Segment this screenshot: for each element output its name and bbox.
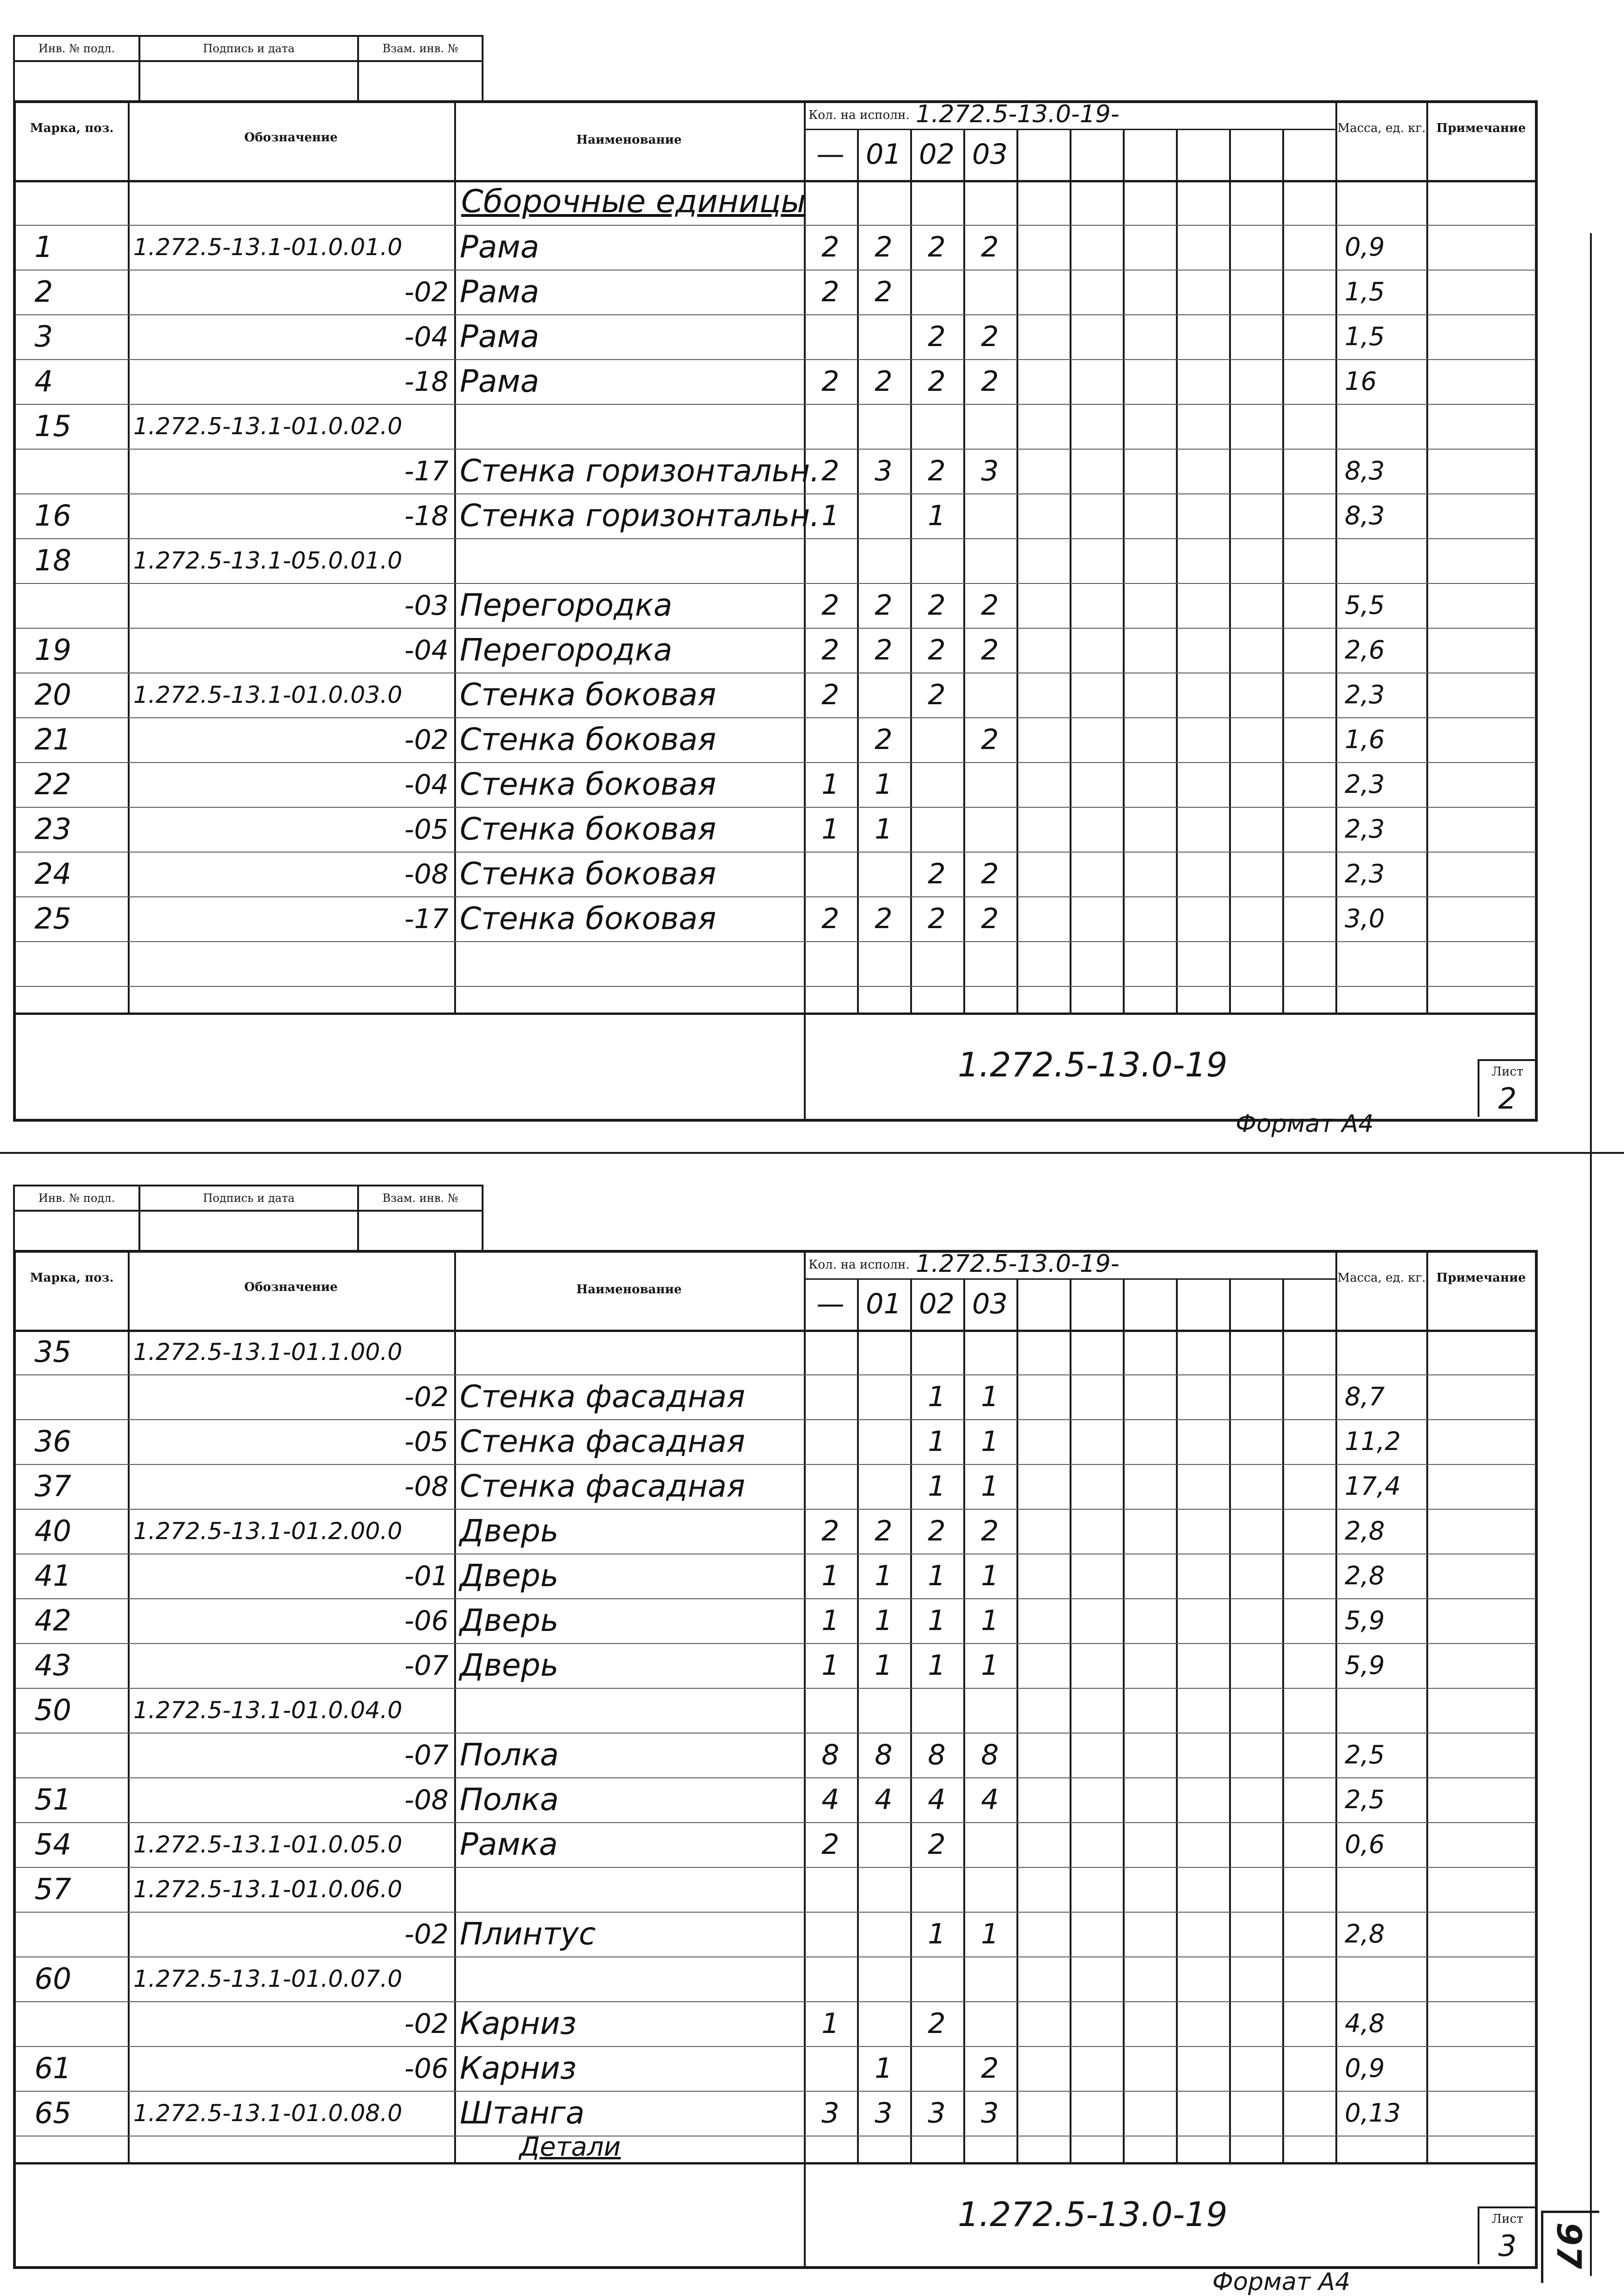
row-position: 22 xyxy=(35,767,71,801)
row-designation: -04 xyxy=(404,321,449,353)
row-quantity: 2 xyxy=(927,589,946,622)
row-designation: 1.272.5-13.1-01.2.00.0 xyxy=(133,1518,402,1545)
sheet-number-box xyxy=(1478,1059,1535,1117)
row-quantity: 2 xyxy=(927,455,946,487)
row-designation: -07 xyxy=(404,1739,449,1771)
row-position: 23 xyxy=(35,812,71,846)
row-position: 36 xyxy=(35,1424,71,1458)
row-mass: 2,6 xyxy=(1345,635,1385,665)
row-quantity: 2 xyxy=(821,231,840,264)
header-mark: Марка, поз. xyxy=(30,121,114,135)
row-quantity: 8 xyxy=(821,1739,840,1771)
row-quantity: 2 xyxy=(821,1515,840,1547)
row-quantity: 2 xyxy=(927,320,946,353)
row-position: 42 xyxy=(35,1603,71,1637)
header-qty-code: 1.272.5-13.0-19- xyxy=(916,100,1120,128)
document-code: 1.272.5-13.0-19 xyxy=(958,1045,1228,1084)
row-name: Полка xyxy=(460,1782,559,1817)
header-name: Наименование xyxy=(576,133,682,147)
row-quantity: 1 xyxy=(927,1560,946,1592)
row-designation: 1.272.5-13.1-01.0.04.0 xyxy=(133,1697,402,1724)
row-quantity: 2 xyxy=(874,1515,893,1547)
row-quantity: 2 xyxy=(927,1828,946,1861)
row-quantity: 1 xyxy=(927,1918,946,1950)
row-mass: 8,7 xyxy=(1345,1382,1385,1411)
row-mass: 0,13 xyxy=(1345,2098,1401,2128)
row-mass: 8,3 xyxy=(1345,501,1385,530)
row-name: Дверь xyxy=(460,1647,559,1683)
row-mass: 2,3 xyxy=(1345,814,1385,844)
stamp-inv-number: Инв. № подл. xyxy=(15,37,140,62)
row-mass: 2,5 xyxy=(1345,1785,1385,1814)
row-mass: 17,4 xyxy=(1345,1471,1401,1501)
header-mark: Марка, поз. xyxy=(30,1271,114,1285)
row-quantity: 2 xyxy=(874,231,893,264)
row-quantity: 2 xyxy=(927,365,946,398)
row-name: Стенка боковая xyxy=(460,856,716,892)
format-label: Формат А4 xyxy=(1212,2268,1351,2296)
row-quantity: 4 xyxy=(981,1783,999,1816)
row-position: 18 xyxy=(35,543,71,577)
row-mass: 1,6 xyxy=(1345,725,1385,754)
row-name: Штанга xyxy=(460,2095,585,2131)
row-mass: 1,5 xyxy=(1345,322,1385,351)
row-quantity: 3 xyxy=(981,455,999,487)
row-designation: 1.272.5-13.1-01.1.00.0 xyxy=(133,1339,402,1366)
header-note: Примечание xyxy=(1436,121,1526,135)
row-designation: -02 xyxy=(404,1381,449,1413)
row-designation: -18 xyxy=(404,366,449,397)
row-quantity: 1 xyxy=(821,1560,840,1592)
row-quantity: 2 xyxy=(821,902,840,935)
spec-sheet-2 xyxy=(0,1164,1539,2296)
stamp-cell-blank xyxy=(140,1212,359,1252)
header-name: Наименование xyxy=(576,1283,682,1297)
row-quantity: 2 xyxy=(981,365,999,398)
row-quantity: 2 xyxy=(821,634,840,666)
row-quantity: 1 xyxy=(821,813,840,846)
row-position: 16 xyxy=(35,499,71,533)
row-position: 43 xyxy=(35,1648,71,1682)
row-quantity: 1 xyxy=(874,768,893,801)
row-quantity: 8 xyxy=(874,1739,893,1771)
row-quantity: 2 xyxy=(981,2052,999,2085)
spec-table-frame xyxy=(13,100,1538,1122)
row-quantity: 1 xyxy=(874,1649,893,1682)
row-quantity: 1 xyxy=(874,813,893,846)
header-qty: Кол. на исполн. xyxy=(809,108,910,122)
row-name: Полка xyxy=(460,1737,559,1773)
row-quantity: 2 xyxy=(874,634,893,666)
row-designation: 1.272.5-13.1-01.0.05.0 xyxy=(133,1831,402,1858)
row-designation: -04 xyxy=(404,634,449,666)
row-mass: 11,2 xyxy=(1345,1427,1401,1456)
row-quantity: 1 xyxy=(821,1649,840,1682)
row-designation: -07 xyxy=(404,1650,449,1681)
row-name: Стенка фасадная xyxy=(460,1468,746,1504)
format-label: Формат А4 xyxy=(1236,1110,1374,1138)
row-quantity: 4 xyxy=(874,1783,893,1816)
row-designation: -02 xyxy=(404,1918,449,1950)
row-quantity: 2 xyxy=(981,858,999,890)
row-designation: -06 xyxy=(404,2053,449,2084)
row-quantity: 2 xyxy=(874,589,893,622)
stamp-signature-date: Подпись и дата xyxy=(140,37,359,62)
row-mass: 2,3 xyxy=(1345,770,1385,799)
row-quantity: 1 xyxy=(874,1604,893,1637)
row-position: 3 xyxy=(35,319,53,354)
row-name: Дверь xyxy=(460,1513,559,1549)
sheet-number: 3 xyxy=(1498,2229,1517,2263)
row-position: 65 xyxy=(35,2096,71,2130)
row-quantity: 1 xyxy=(981,1649,999,1682)
row-designation: 1.272.5-13.1-01.0.07.0 xyxy=(133,1965,402,1992)
row-name: Стенка боковая xyxy=(460,677,716,713)
row-mass: 2,3 xyxy=(1345,680,1385,709)
row-name: Стенка фасадная xyxy=(460,1423,746,1459)
section-title: Сборочные единицы xyxy=(461,183,806,220)
row-quantity: 2 xyxy=(927,902,946,935)
row-mass: 16 xyxy=(1345,367,1377,396)
row-designation: 1.272.5-13.1-01.0.08.0 xyxy=(133,2100,402,2127)
section-footer: Детали xyxy=(519,2132,621,2162)
row-quantity: 3 xyxy=(981,2097,999,2130)
row-name: Карниз xyxy=(460,2050,577,2086)
stamp-cell-blank xyxy=(15,1212,140,1252)
row-position: 21 xyxy=(35,722,71,756)
row-designation: -06 xyxy=(404,1605,449,1637)
row-mass: 0,6 xyxy=(1345,1830,1385,1859)
stamp-inv-number: Инв. № подл. xyxy=(15,1186,140,1212)
stamp-replaced-inv: Взам. инв. № xyxy=(359,37,484,62)
row-designation: -02 xyxy=(404,2008,449,2039)
row-quantity: 1 xyxy=(821,499,840,532)
row-quantity: 2 xyxy=(981,902,999,935)
row-quantity: 2 xyxy=(981,1515,999,1547)
row-quantity: 1 xyxy=(927,1380,946,1413)
row-position: 25 xyxy=(35,902,71,936)
row-quantity: 1 xyxy=(927,1649,946,1682)
row-name: Дверь xyxy=(460,1558,559,1594)
sheet-number-box xyxy=(1478,2206,1535,2264)
page-number: 97 xyxy=(1549,2222,1589,2269)
row-quantity: 1 xyxy=(874,1560,893,1592)
row-quantity: 2 xyxy=(874,902,893,935)
row-position: 35 xyxy=(35,1335,71,1369)
row-position: 54 xyxy=(35,1827,71,1861)
stamp-cell-blank xyxy=(140,62,359,102)
row-quantity: 2 xyxy=(821,455,840,487)
approval-stamp xyxy=(13,1185,484,1252)
stamp-replaced-inv: Взам. инв. № xyxy=(359,1186,484,1212)
row-name: Стенка горизонтальн. xyxy=(460,498,820,534)
spec-table-frame xyxy=(13,1250,1538,2269)
row-quantity: 1 xyxy=(981,1380,999,1413)
row-quantity: 2 xyxy=(821,276,840,308)
stamp-cell-blank xyxy=(359,1212,484,1252)
row-name: Стенка горизонтальн. xyxy=(460,453,820,489)
row-quantity: 4 xyxy=(821,1783,840,1816)
row-position: 20 xyxy=(35,678,71,712)
row-mass: 5,5 xyxy=(1345,590,1385,620)
row-mass: 5,9 xyxy=(1345,1606,1385,1635)
document-code: 1.272.5-13.0-19 xyxy=(958,2195,1228,2234)
row-mass: 8,3 xyxy=(1345,456,1385,486)
header-qty: Кол. на исполн. xyxy=(809,1258,910,1272)
row-designation: -02 xyxy=(404,276,449,308)
row-mass: 4,8 xyxy=(1345,2009,1385,2038)
row-position: 37 xyxy=(35,1469,71,1503)
row-quantity: 1 xyxy=(874,2052,893,2085)
row-mass: 5,9 xyxy=(1345,1651,1385,1680)
row-quantity: 8 xyxy=(981,1739,999,1771)
header-mass: Масса, ед. кг. xyxy=(1337,121,1426,135)
row-designation: -08 xyxy=(404,858,449,890)
row-quantity: 1 xyxy=(821,768,840,801)
row-name: Стенка боковая xyxy=(460,721,716,757)
row-quantity: 2 xyxy=(981,634,999,666)
row-name: Стенка боковая xyxy=(460,766,716,802)
header-variant: 01 xyxy=(865,1288,902,1320)
header-variant: 02 xyxy=(919,1288,955,1320)
row-quantity: 1 xyxy=(821,2007,840,2040)
row-name: Рама xyxy=(460,363,539,399)
row-position: 60 xyxy=(35,1962,71,1996)
header-designation: Обозначение xyxy=(244,1280,338,1294)
header-designation: Обозначение xyxy=(244,131,338,145)
row-quantity: 8 xyxy=(927,1739,946,1771)
row-position: 19 xyxy=(35,633,71,667)
row-designation: 1.272.5-13.1-05.0.01.0 xyxy=(133,547,402,574)
row-designation: 1.272.5-13.1-01.0.06.0 xyxy=(133,1876,402,1903)
sheet-label: Лист xyxy=(1492,2212,1523,2226)
sheet-number: 2 xyxy=(1498,1082,1517,1116)
row-mass: 2,5 xyxy=(1345,1740,1385,1769)
row-quantity: 2 xyxy=(981,231,999,264)
row-quantity: 1 xyxy=(927,1425,946,1458)
stamp-cell-blank xyxy=(359,62,484,102)
row-quantity: 2 xyxy=(927,858,946,890)
row-quantity: 1 xyxy=(981,1918,999,1950)
row-designation: -03 xyxy=(404,590,449,621)
row-quantity: 2 xyxy=(927,679,946,711)
row-name: Рама xyxy=(460,229,539,265)
row-name: Стенка боковая xyxy=(460,901,716,936)
row-designation: -17 xyxy=(404,903,449,935)
row-name: Дверь xyxy=(460,1602,559,1638)
row-quantity: 4 xyxy=(927,1783,946,1816)
row-position: 40 xyxy=(35,1514,71,1548)
sheet-label: Лист xyxy=(1492,1065,1523,1079)
row-designation: 1.272.5-13.1-01.0.01.0 xyxy=(133,234,402,261)
row-quantity: 2 xyxy=(874,365,893,398)
header-variant: 03 xyxy=(972,1288,1008,1320)
row-designation: -17 xyxy=(404,455,449,487)
row-quantity: 2 xyxy=(981,723,999,756)
row-quantity: 2 xyxy=(821,589,840,622)
row-designation: -05 xyxy=(404,1426,449,1457)
row-quantity: 1 xyxy=(927,1470,946,1503)
row-name: Стенка фасадная xyxy=(460,1379,746,1415)
row-mass: 3,0 xyxy=(1345,904,1385,933)
row-designation: -04 xyxy=(404,769,449,800)
row-quantity: 1 xyxy=(981,1425,999,1458)
row-position: 15 xyxy=(35,409,71,443)
row-designation: -08 xyxy=(404,1471,449,1502)
row-quantity: 2 xyxy=(927,634,946,666)
row-quantity: 2 xyxy=(927,2007,946,2040)
row-quantity: 2 xyxy=(821,1828,840,1861)
row-name: Стенка боковая xyxy=(460,811,716,847)
row-position: 57 xyxy=(35,1872,71,1906)
row-quantity: 2 xyxy=(821,365,840,398)
header-qty-code: 1.272.5-13.0-19- xyxy=(916,1250,1120,1278)
row-quantity: 2 xyxy=(981,320,999,353)
approval-stamp xyxy=(13,35,484,102)
row-position: 61 xyxy=(35,2051,71,2085)
header-mass: Масса, ед. кг. xyxy=(1337,1271,1426,1285)
row-name: Рамка xyxy=(460,1826,558,1862)
page-separator xyxy=(0,1152,1624,1154)
row-quantity: 3 xyxy=(927,2097,946,2130)
row-quantity: 1 xyxy=(981,1470,999,1503)
header-variant: 01 xyxy=(865,138,902,171)
row-designation: -02 xyxy=(404,724,449,756)
row-mass: 2,3 xyxy=(1345,859,1385,888)
row-quantity: 3 xyxy=(874,455,893,487)
row-designation: -05 xyxy=(404,813,449,845)
row-designation: 1.272.5-13.1-01.0.02.0 xyxy=(133,413,402,440)
row-mass: 2,8 xyxy=(1345,1561,1385,1590)
row-mass: 1,5 xyxy=(1345,277,1385,306)
row-name: Перегородка xyxy=(460,587,673,623)
row-quantity: 1 xyxy=(981,1604,999,1637)
row-position: 51 xyxy=(35,1783,71,1817)
row-designation: -08 xyxy=(404,1784,449,1816)
margin-rule xyxy=(1590,233,1592,2276)
row-quantity: 1 xyxy=(927,1604,946,1637)
header-variant: 03 xyxy=(972,138,1008,171)
row-quantity: 2 xyxy=(981,589,999,622)
row-name: Перегородка xyxy=(460,632,673,668)
row-position: 1 xyxy=(35,230,53,264)
spec-sheet-1 xyxy=(0,0,1539,1147)
row-position: 2 xyxy=(35,275,53,309)
row-mass: 0,9 xyxy=(1345,2053,1385,2083)
row-position: 4 xyxy=(35,364,53,398)
row-position: 50 xyxy=(35,1693,71,1727)
row-quantity: 2 xyxy=(874,723,893,756)
row-name: Плинтус xyxy=(460,1916,596,1952)
row-mass: 2,8 xyxy=(1345,1919,1385,1949)
row-mass: 2,8 xyxy=(1345,1516,1385,1546)
stamp-cell-blank xyxy=(15,62,140,102)
row-name: Рама xyxy=(460,319,539,354)
row-designation: -18 xyxy=(404,500,449,532)
row-name: Карниз xyxy=(460,2005,577,2041)
row-quantity: 1 xyxy=(981,1560,999,1592)
header-note: Примечание xyxy=(1436,1271,1526,1285)
stamp-signature-date: Подпись и дата xyxy=(140,1186,359,1212)
row-position: 24 xyxy=(35,857,71,891)
header-variant: — xyxy=(816,138,844,171)
row-quantity: 2 xyxy=(927,231,946,264)
row-quantity: 1 xyxy=(821,1604,840,1637)
row-quantity: 2 xyxy=(874,276,893,308)
row-quantity: 2 xyxy=(821,679,840,711)
row-quantity: 1 xyxy=(927,499,946,532)
header-variant: — xyxy=(816,1288,844,1320)
row-quantity: 2 xyxy=(927,1515,946,1547)
row-designation: -01 xyxy=(404,1560,449,1592)
row-quantity: 3 xyxy=(821,2097,840,2130)
header-variant: 02 xyxy=(919,138,955,171)
row-designation: 1.272.5-13.1-01.0.03.0 xyxy=(133,681,402,708)
row-mass: 0,9 xyxy=(1345,232,1385,262)
row-name: Рама xyxy=(460,274,539,310)
row-position: 41 xyxy=(35,1559,71,1593)
row-quantity: 3 xyxy=(874,2097,893,2130)
